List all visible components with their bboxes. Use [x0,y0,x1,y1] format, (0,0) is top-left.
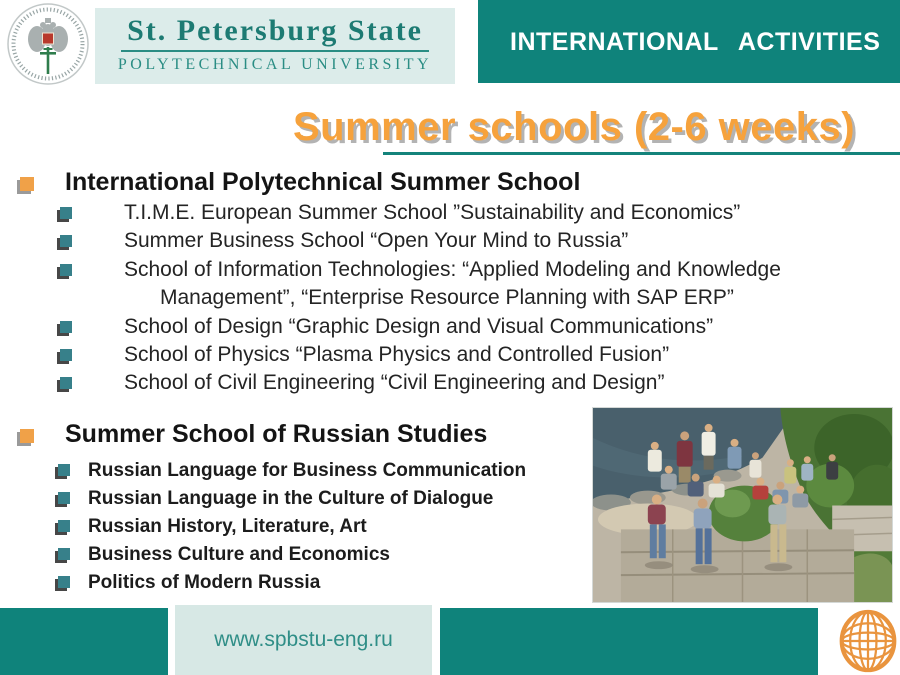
course-title: Summer Business School “Open Your Mind to Russia” [124,229,629,253]
teal-square-bullet-icon [58,548,70,560]
list-item [124,256,814,313]
section-heading-label: Summer School of Russian Studies [65,420,488,448]
list-item [124,313,814,341]
list-item [124,199,814,227]
teal-square-bullet-icon [60,264,72,276]
list-item [88,569,648,597]
list-item [88,457,648,485]
title-underline [383,152,900,155]
course-title: School of Civil Engineering “Civil Engineering and Design” [124,371,665,395]
russian-studies-list [88,457,648,597]
orange-square-bullet-icon [20,429,34,443]
teal-square-bullet-icon [60,349,72,361]
teal-square-bullet-icon [58,576,70,588]
list-item [88,485,648,513]
list-item [88,513,648,541]
list-item [124,369,814,397]
orange-square-bullet-icon [20,177,34,191]
university-name: St. Petersburg State [121,15,429,52]
course-title: Politics of Modern Russia [88,572,321,593]
website-box [175,605,432,675]
teal-square-bullet-icon [60,321,72,333]
footer-bar-left [0,608,168,675]
list-item [124,227,814,255]
course-title: Russian Language for Business Communication [88,460,527,481]
course-title: Russian Language in the Culture of Dialogue [88,488,494,509]
list-item [88,541,648,569]
section-heading-international-polytechnical [65,168,580,197]
website-link[interactable]: www.spbstu-eng.ru [214,628,393,651]
teal-square-bullet-icon [60,235,72,247]
university-seal-icon [6,2,90,86]
students-photo-graphic [593,408,892,602]
university-name-panel [95,8,455,84]
teal-square-bullet-icon [58,520,70,532]
university-subtitle: POLYTECHNICAL UNIVERSITY [117,55,433,73]
teal-square-bullet-icon [58,492,70,504]
footer-bar-right [440,608,818,675]
course-title: School of Information Technologies: “Applied Modeling and Knowledge Management”, “Enterprise Resource Planning with SAP ERP” [124,257,781,310]
course-title: School of Design “Graphic Design and Visual Communications” [124,314,714,338]
summer-school-list [124,199,814,398]
section-banner [478,0,900,83]
course-title: Russian History, Literature, Art [88,516,367,537]
slide-title: Summer schools (2-6 weeks) [293,105,856,149]
teal-square-bullet-icon [60,377,72,389]
teal-square-bullet-icon [58,464,70,476]
section-heading-label: International Polytechnical Summer School [65,168,581,196]
course-title: School of Physics “Plasma Physics and Controlled Fusion” [124,343,670,367]
section-heading-russian-studies [65,420,487,449]
teal-square-bullet-icon [60,207,72,219]
list-item [124,341,814,369]
banner-label: INTERNATIONAL ACTIVITIES [510,28,881,56]
students-group-photo [592,407,893,603]
course-title: T.I.M.E. European Summer School ”Sustainability and Economics” [124,201,741,224]
course-title: Business Culture and Economics [88,544,390,565]
globe-icon [838,607,898,675]
